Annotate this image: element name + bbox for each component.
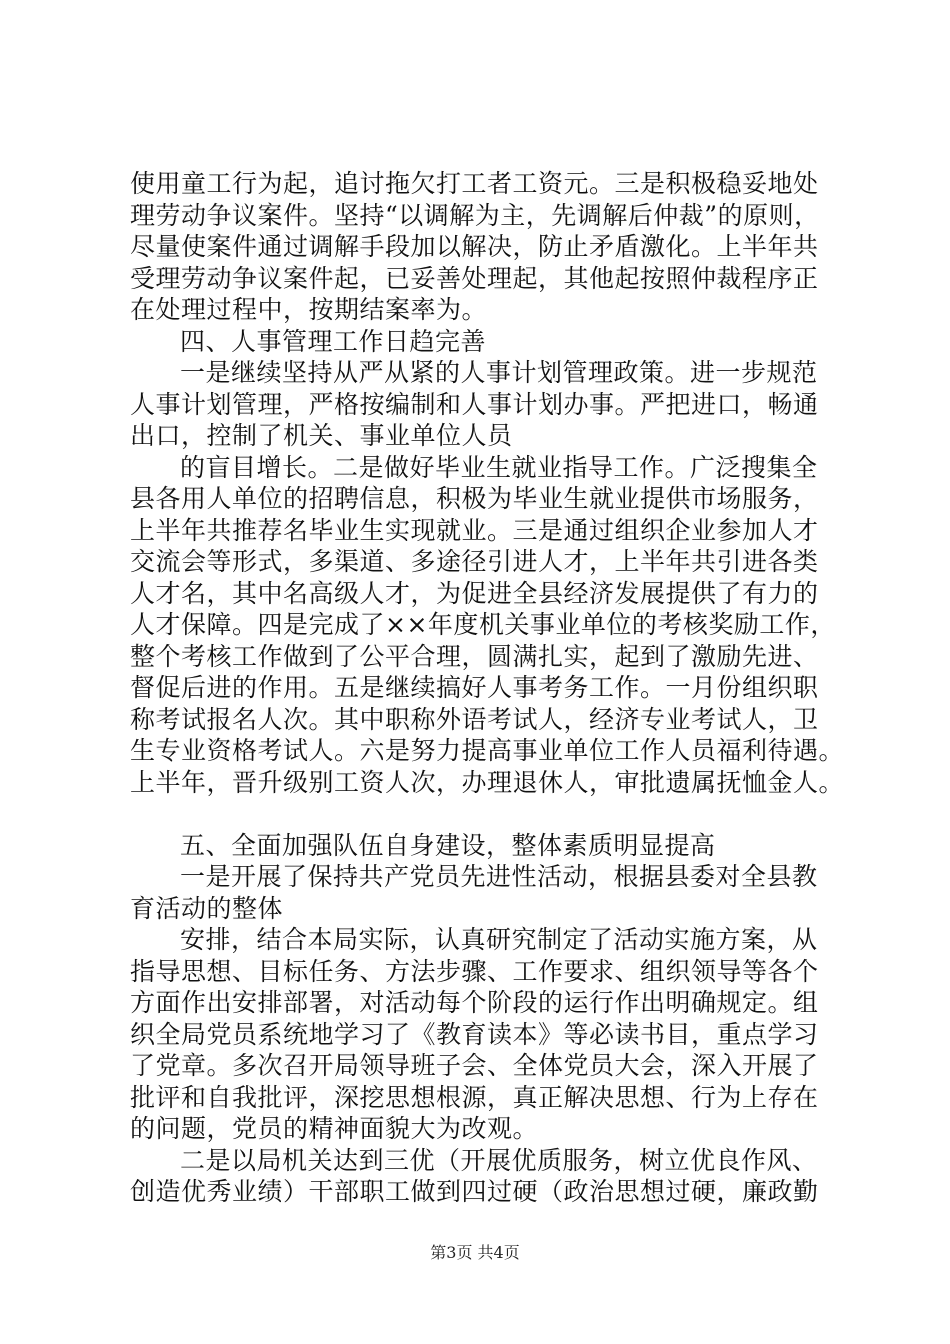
heading-line: 五、全面加强队伍自身建设，整体素质明显提高 <box>180 830 716 860</box>
document-body <box>130 168 845 1208</box>
paragraph <box>130 1145 830 1208</box>
text-line: 安排，结合本局实际，认真研究制定了活动实施方案，从 <box>180 925 818 954</box>
text-line: 人事计划管理，严格按编制和人事计划办事。严把进口，畅通 <box>130 389 819 419</box>
text-line: 生专业资格考试人。六是努力提高事业单位工作人员福利待遇。 <box>130 736 845 765</box>
text-line: 县各用人单位的招聘信息，积极为毕业生就业提供市场服务， <box>130 484 819 513</box>
blank-line <box>130 798 830 830</box>
text-line: 理劳动争议案件。坚持“以调解为主，先调解后仲裁”的原则， <box>130 200 820 230</box>
text-line: 人才名，其中名高级人才，为促进全县经济发展提供了有力的 <box>130 578 819 608</box>
page-number-footer: 第3页 共4页 <box>430 1243 520 1262</box>
text-line: 人才保障。四是完成了××年度机关事业单位的考核奖励工作， <box>130 610 836 639</box>
text-line: 的问题，党员的精神面貌大为改观。 <box>130 1114 539 1143</box>
paragraph <box>130 861 830 924</box>
text-line: 方面作出安排部署，对活动每个阶段的运行作出明确规定。组 <box>130 988 819 1017</box>
text-line: 尽量使案件通过调解手段加以解决，防止矛盾激化。上半年共 <box>130 232 819 261</box>
text-line: 一是继续坚持从严从紧的人事计划管理政策。进一步规范 <box>180 358 818 387</box>
text-line: 育活动的整体 <box>130 893 284 923</box>
text-line: 了党章。多次召开局领导班子会、全体党员大会，深入开展了 <box>130 1051 819 1080</box>
text-line: 批评和自我批评，深挖思想根源，真正解决思想、行为上存在 <box>130 1082 819 1112</box>
heading-line: 四、人事管理工作日趋完善 <box>180 326 487 356</box>
paragraph <box>130 357 830 452</box>
text-line: 织全局党员系统地学习了《教育读本》等必读书目，重点学习 <box>130 1019 819 1049</box>
text-line: 的盲目增长。二是做好毕业生就业指导工作。广泛搜集全 <box>180 452 818 482</box>
paragraph <box>130 924 830 1145</box>
text-line: 上半年共推荐名毕业生实现就业。三是通过组织企业参加人才 <box>130 515 819 545</box>
text-line: 在处理过程中，按期结案率为。 <box>130 295 488 324</box>
paragraph <box>130 452 845 799</box>
text-line: 受理劳动争议案件起，已妥善处理起，其他起按照仲裁程序正 <box>130 263 819 293</box>
text-line: 一是开展了保持共产党员先进性活动，根据县委对全县教 <box>180 862 818 891</box>
text-line: 创造优秀业绩）干部职工做到四过硬（政治思想过硬，廉政勤 <box>130 1177 819 1206</box>
text-line: 交流会等形式，多渠道、多途径引进人才，上半年共引进各类 <box>130 547 819 576</box>
text-line: 称考试报名人次。其中职称外语考试人，经济专业考试人，卫 <box>130 704 819 734</box>
section-heading <box>130 830 830 862</box>
text-line: 上半年，晋升级别工资人次，办理退休人，审批遗属抚恤金人。 <box>130 767 845 797</box>
text-line: 整个考核工作做到了公平合理，圆满扎实，起到了激励先进、 <box>130 641 819 671</box>
text-line: 出口，控制了机关、事业单位人员 <box>130 421 513 450</box>
paragraph <box>130 168 830 326</box>
section-heading <box>130 326 830 358</box>
text-line: 使用童工行为起，追讨拖欠打工者工资元。三是积极稳妥地处 <box>130 169 819 198</box>
text-line: 指导思想、目标任务、方法步骤、工作要求、组织领导等各个 <box>130 956 819 986</box>
text-line: 二是以局机关达到三优（开展优质服务，树立优良作风、 <box>180 1145 818 1175</box>
text-line: 督促后进的作用。五是继续搞好人事考务工作。一月份组织职 <box>130 673 819 702</box>
